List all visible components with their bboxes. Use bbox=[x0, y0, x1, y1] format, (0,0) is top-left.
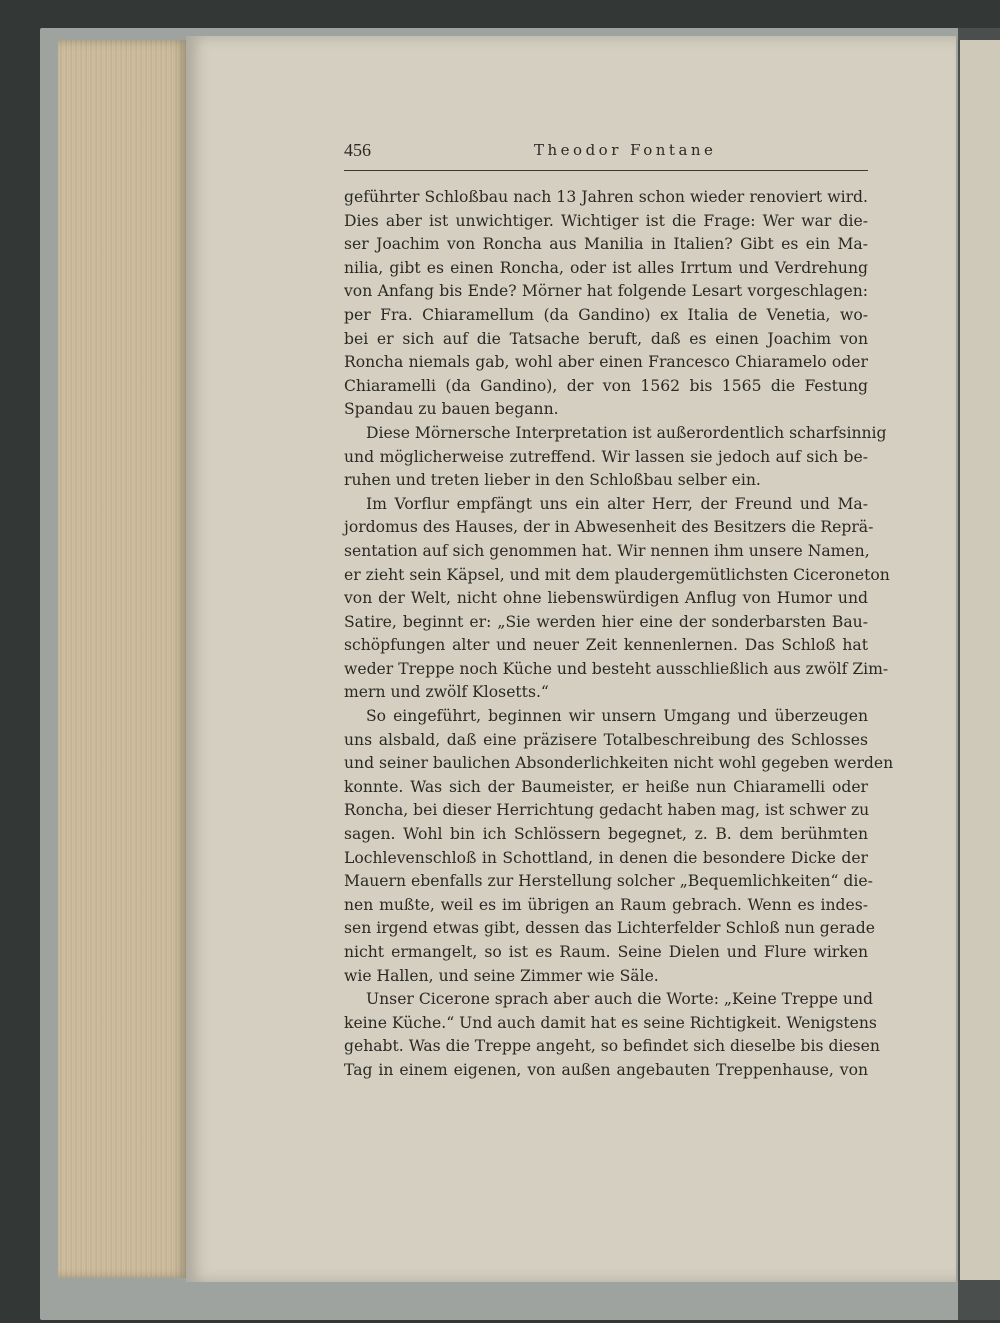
text-line: weder Treppe noch Küche und besteht ausschließlich aus zwölf Zim- bbox=[344, 659, 889, 678]
text-line: Lochlevenschloß in Schottland, in denen die besondere Dicke der bbox=[344, 848, 868, 867]
text-line: per Fra. Chiaramellum (da Gandino) ex Italia de Venetia, wo- bbox=[344, 305, 868, 324]
text-line: Dies aber ist unwichtiger. Wichtiger ist die Frage: Wer war die- bbox=[344, 211, 868, 230]
text-line: Chiaramelli (da Gandino), der von 1562 bis 1565 die Festung bbox=[344, 376, 868, 395]
text-line: Roncha, bei dieser Herrichtung gedacht haben mag, ist schwer zu bbox=[344, 801, 870, 820]
text-line: geführter Schloßbau nach 13 Jahren schon wieder renoviert wird. bbox=[344, 188, 868, 206]
text-line: er zieht sein Käpsel, und mit dem plaudergemütlichsten Ciceroneton bbox=[344, 565, 890, 584]
text-line: Diese Mörnersche Interpretation ist außerordentlich scharfsinnig bbox=[366, 423, 887, 442]
text-line: wie Hallen, und seine Zimmer wie Säle. bbox=[344, 966, 659, 985]
text-line: Unser Cicerone sprach aber auch die Worte: „Keine Treppe und bbox=[366, 990, 873, 1009]
text-line: So eingeführt, beginnen wir unsern Umgang und überzeugen bbox=[366, 707, 868, 726]
text-line: und seiner baulichen Absonderlichkeiten nicht wohl gegeben werden bbox=[344, 754, 894, 773]
text-line: nicht ermangelt, so ist es Raum. Seine Dielen und Flure wirken bbox=[344, 943, 868, 961]
text-line: ser Joachim von Roncha aus Manilia in Italien? Gibt es ein Ma- bbox=[344, 235, 868, 254]
text-line: sagen. Wohl bin ich Schlössern begegnet, z. B. dem berühmten bbox=[344, 825, 868, 844]
text-line: nilia, gibt es einen Roncha, oder ist alles Irrtum und Verdrehung bbox=[344, 258, 868, 277]
text-line: sen irgend etwas gibt, dessen das Lichterfelder Schloß nun gerade bbox=[344, 919, 875, 938]
body-text bbox=[344, 186, 894, 1083]
page-header bbox=[344, 138, 868, 171]
text-line: keine Küche.“ Und auch damit hat es seine Richtigkeit. Wenigstens bbox=[344, 1013, 877, 1032]
text-line: Im Vorflur empfängt uns ein alter Herr, der Freund und Ma- bbox=[366, 494, 868, 513]
text-line: Spandau zu bauen begann. bbox=[344, 400, 559, 419]
text-line: Mauern ebenfalls zur Herstellung solcher „Bequemlichkeiten“ die- bbox=[344, 872, 873, 891]
text-line: sentation auf sich genommen hat. Wir nennen ihm unsere Namen, bbox=[344, 541, 870, 560]
facing-page-edge bbox=[960, 40, 1000, 1280]
running-head: Theodor Fontane bbox=[534, 141, 717, 159]
text-line: uns alsbald, daß eine präzisere Totalbeschreibung des Schlosses bbox=[344, 730, 868, 749]
text-line: nen mußte, weil es im übrigen an Raum gebrach. Wenn es indes- bbox=[344, 895, 868, 914]
text-line: von Anfang bis Ende? Mörner hat folgende Lesart vorgeschlagen: bbox=[344, 282, 868, 301]
text-line: konnte. Was sich der Baumeister, er heiße nun Chiaramelli oder bbox=[344, 777, 868, 796]
text-line: ruhen und treten lieber in den Schloßbau selber ein. bbox=[344, 471, 761, 490]
text-line: Satire, beginnt er: „Sie werden hier eine der sonderbarsten Bau- bbox=[344, 612, 868, 631]
text-line: gehabt. Was die Treppe angeht, so befindet sich dieselbe bis diesen bbox=[344, 1037, 880, 1056]
text-line: bei er sich auf die Tatsache beruft, daß es einen Joachim von bbox=[344, 329, 868, 348]
page-edges bbox=[58, 40, 188, 1278]
text-line: Tag in einem eigenen, von außen angebauten Treppenhause, von bbox=[344, 1060, 868, 1079]
text-line: Roncha niemals gab, wohl aber einen Francesco Chiaramelo oder bbox=[344, 353, 868, 372]
page-number: 456 bbox=[344, 140, 371, 160]
text-line: mern und zwölf Klosetts.“ bbox=[344, 683, 549, 702]
text-line: von der Welt, nicht ohne liebenswürdigen Anflug von Humor und bbox=[344, 589, 868, 608]
text-line: schöpfungen alter und neuer Zeit kennenlernen. Das Schloß hat bbox=[344, 636, 868, 655]
text-line: und möglicherweise zutreffend. Wir lassen sie jedoch auf sich be- bbox=[344, 447, 868, 466]
text-line: jordomus des Hauses, der in Abwesenheit des Besitzers die Reprä- bbox=[344, 518, 874, 537]
